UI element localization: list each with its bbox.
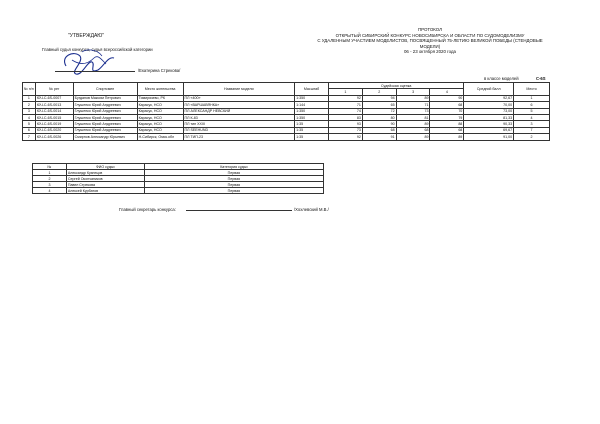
col-judge-2: 2 bbox=[362, 89, 396, 95]
cell-judge-2: 90 bbox=[362, 121, 396, 127]
cell-judge-3: 89 bbox=[396, 134, 430, 140]
header-date: 06 - 23 октября 2020 года bbox=[403, 49, 457, 55]
cell-judge-4: 88 bbox=[430, 121, 464, 127]
cell-num: 5 bbox=[23, 121, 36, 127]
cell-athlete: Глушенко Юрий Андреевич bbox=[73, 114, 137, 120]
cell-model: ПЛ SEEHUND bbox=[183, 127, 295, 133]
col-judges: Судейская оценка bbox=[329, 83, 464, 89]
cell-reg: ЮЧ-С-6S-0015 bbox=[35, 114, 73, 120]
secretary-label: Главный секретарь конкурса: bbox=[119, 207, 176, 212]
cell-scale: 1:35 bbox=[295, 127, 329, 133]
cell-judge-3: 71 bbox=[396, 102, 430, 108]
cell-place: 7 bbox=[514, 127, 550, 133]
cell-judge-4: 89 bbox=[430, 134, 464, 140]
cell-num: 1 bbox=[23, 95, 36, 101]
chief-judge-caption: Главный судья конкурса, судья всероссийской категории bbox=[42, 47, 153, 52]
cell-judge-num: 2 bbox=[33, 176, 67, 182]
protocol-header bbox=[300, 27, 560, 55]
cell-athlete: Глушенко Юрий Андреевич bbox=[73, 121, 137, 127]
col-judge-num: № bbox=[33, 164, 67, 170]
cell-avg: 91,00 bbox=[464, 134, 514, 140]
cell-judge-1: 92 bbox=[329, 134, 363, 140]
cell-num: 3 bbox=[23, 108, 36, 114]
cell-reg: ЮЧ-С-6S-0014 bbox=[35, 108, 73, 114]
cell-judge-category: Первая bbox=[144, 176, 323, 182]
col-judge-category: Категория судьи bbox=[144, 164, 323, 170]
cell-judge-2: 68 bbox=[362, 127, 396, 133]
cell-judge-4: 70 bbox=[430, 108, 464, 114]
class-code: С-6S bbox=[536, 76, 546, 81]
col-judge-4: 4 bbox=[430, 89, 464, 95]
cell-judge-name: Павел Стрекова bbox=[66, 182, 144, 188]
cell-model: ПЛ тип XXIII bbox=[183, 121, 295, 127]
cell-model: ПЛ АЛЕКСАНДР НЕВСКИЙ bbox=[183, 108, 295, 114]
cell-model: ПЛ ТИП-23 bbox=[183, 134, 295, 140]
cell-judge-4: 68 bbox=[430, 102, 464, 108]
cell-athlete: Глушенко Юрий Андреевич bbox=[73, 108, 137, 114]
cell-model: ПЛ «400» bbox=[183, 95, 295, 101]
cell-scale: 1:35 bbox=[295, 121, 329, 127]
cell-judge-name: Сергей Окончаников bbox=[66, 176, 144, 182]
cell-model: ПЛ «ВАРШАВЯНКА» bbox=[183, 102, 295, 108]
col-residence: Место жительства bbox=[137, 83, 183, 96]
cell-reg: ЮЧ-С-6S-0007 bbox=[35, 95, 73, 101]
cell-place: 2 bbox=[514, 134, 550, 140]
cell-judge-3: 89 bbox=[396, 121, 430, 127]
cell-judge-1: 71 bbox=[329, 102, 363, 108]
cell-judge-1: 93 bbox=[329, 121, 363, 127]
cell-residence: Карасук, НСО bbox=[137, 102, 183, 108]
cell-judge-category: Первая bbox=[144, 188, 323, 194]
cell-avg: 81,33 bbox=[464, 114, 514, 120]
table-row bbox=[33, 188, 324, 194]
col-num: № п/п bbox=[23, 83, 36, 96]
cell-residence: Карасук, НСО bbox=[137, 114, 183, 120]
cell-judge-2: 80 bbox=[362, 114, 396, 120]
cell-judge-3: 81 bbox=[396, 114, 430, 120]
cell-avg: 92,67 bbox=[464, 95, 514, 101]
cell-judge-name: Александр Кузнецов bbox=[66, 170, 144, 176]
cell-judge-2: 65 bbox=[362, 102, 396, 108]
cell-judge-1: 73 bbox=[329, 127, 363, 133]
cell-judge-4: 68 bbox=[430, 127, 464, 133]
cell-judge-4: 79 bbox=[430, 114, 464, 120]
cell-residence: Н-Сибирск, Омск.обл bbox=[137, 134, 183, 140]
cell-place: 3 bbox=[514, 121, 550, 127]
col-avg: Средний балл bbox=[464, 83, 514, 96]
cell-judge-2: 72 bbox=[362, 108, 396, 114]
secretary-signature-line bbox=[186, 210, 292, 211]
cell-judge-1: 92 bbox=[329, 95, 363, 101]
header-line: С УДАЛЕННЫМ УЧАСТИЕМ МОДЕЛИСТОВ, ПОСВЯЩЕННЫЙ 75-ЛЕТИЮ ВЕЛИКОЙ ПОБЕДЫ (СТЕНДОВЫЕ bbox=[317, 38, 543, 44]
col-scale: Масштаб bbox=[295, 83, 329, 96]
cell-judge-3: 73 bbox=[396, 108, 430, 114]
cell-scale: 1:350 bbox=[295, 114, 329, 120]
cell-num: 6 bbox=[23, 127, 36, 133]
results-table bbox=[22, 82, 550, 141]
judges-table bbox=[32, 163, 324, 194]
cell-scale: 1:350 bbox=[295, 95, 329, 101]
col-reg: № рег bbox=[35, 83, 73, 96]
cell-place: 6 bbox=[514, 102, 550, 108]
cell-place: 5 bbox=[514, 108, 550, 114]
cell-avg: 69,67 bbox=[464, 127, 514, 133]
cell-athlete: Смирнов Александр Юрьевич bbox=[73, 134, 137, 140]
col-judge-3: 3 bbox=[396, 89, 430, 95]
cell-scale: 1:350 bbox=[295, 108, 329, 114]
cell-avg: 90,33 bbox=[464, 121, 514, 127]
cell-judge-category: Первая bbox=[144, 182, 323, 188]
cell-avg: 70,00 bbox=[464, 102, 514, 108]
cell-scale: 1:144 bbox=[295, 102, 329, 108]
cell-judge-name: Алексей Курбатов bbox=[66, 188, 144, 194]
cell-athlete: Глушенко Юрий Андреевич bbox=[73, 102, 137, 108]
table-row bbox=[23, 134, 550, 140]
cell-avg: 73,00 bbox=[464, 108, 514, 114]
col-judge-1: 1 bbox=[329, 89, 363, 95]
cell-residence: Карасук, НСО bbox=[137, 127, 183, 133]
cell-judge-1: 74 bbox=[329, 108, 363, 114]
cell-judge-num: 1 bbox=[33, 170, 67, 176]
cell-place: 1 bbox=[514, 95, 550, 101]
cell-residence: Тимирязево, РК bbox=[137, 95, 183, 101]
approval-title: "УТВЕРЖДАЮ" bbox=[68, 33, 105, 39]
cell-reg: ЮЧ-С-6S-0026 bbox=[35, 134, 73, 140]
cell-athlete: Глушенко Юрий Андреевич bbox=[73, 127, 137, 133]
cell-reg: ЮЧ-С-6S-0020 bbox=[35, 127, 73, 133]
cell-judge-3: 89 bbox=[396, 95, 430, 101]
cell-model: ПЛ К-83 bbox=[183, 114, 295, 120]
protocol-title: ПРОТОКОЛ bbox=[417, 27, 443, 32]
col-model: Название модели bbox=[183, 83, 295, 96]
cell-place: 4 bbox=[514, 114, 550, 120]
cell-num: 2 bbox=[23, 102, 36, 108]
cell-judge-4: 90 bbox=[430, 95, 464, 101]
cell-judge-num: 4 bbox=[33, 188, 67, 194]
header-line: ОТКРЫТЫЙ СИБИРСКИЙ КОНКУРС НОВОСИБИРСКА И ОБЛАСТИ ПО СУДОМОДЕЛИЗМУ bbox=[335, 32, 525, 38]
cell-residence: Карасук, НСО bbox=[137, 121, 183, 127]
signer-name: /Екатерина Стрекова/ bbox=[138, 68, 181, 73]
cell-judge-num: 3 bbox=[33, 182, 67, 188]
cell-judge-1: 83 bbox=[329, 114, 363, 120]
col-judge-name: ФИО судьи bbox=[66, 164, 144, 170]
signature bbox=[58, 46, 118, 80]
cell-judge-2: 91 bbox=[362, 134, 396, 140]
cell-num: 7 bbox=[23, 134, 36, 140]
cell-reg: ЮЧ-С-6S-0019 bbox=[35, 121, 73, 127]
secretary-name: /Хохлевский М.В./ bbox=[294, 207, 329, 212]
header-line: МОДЕЛИ) bbox=[419, 43, 441, 49]
cell-scale: 1:35 bbox=[295, 134, 329, 140]
col-place: Место bbox=[514, 83, 550, 96]
cell-num: 4 bbox=[23, 114, 36, 120]
cell-residence: Карасук, НСО bbox=[137, 108, 183, 114]
cell-judge-2: 94 bbox=[362, 95, 396, 101]
cell-judge-category: Первая bbox=[144, 170, 323, 176]
cell-athlete: Бугданов Максим Петрович bbox=[73, 95, 137, 101]
cell-judge-3: 68 bbox=[396, 127, 430, 133]
cell-reg: ЮЧ-С-6S-0013 bbox=[35, 102, 73, 108]
col-athlete: Спортсмен bbox=[73, 83, 137, 96]
class-label: в классе моделей bbox=[484, 76, 519, 81]
signature-line bbox=[55, 71, 135, 72]
